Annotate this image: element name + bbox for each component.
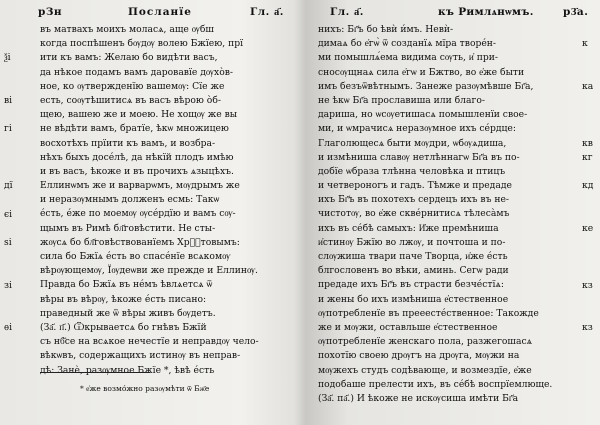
footnote-rule [40, 372, 150, 373]
verse-number: к [582, 38, 588, 50]
text-line: и четвероногъ и гадъ. Тѣмже и предаде [318, 180, 512, 192]
verse-number: кз [582, 279, 593, 291]
verse-number: кг [582, 151, 593, 163]
text-line: праведный же ѿ вѣры живъ бѹдетъ. [40, 307, 216, 319]
verse-number: кв [582, 137, 593, 149]
text-line: вѣкѡвъ, содержащихъ истинѹ въ неправ- [40, 350, 241, 362]
text-line: жѹсѧ бо бл҃говѣствованїемъ Хрⷭ҇товымъ: [40, 236, 240, 248]
verse-number: ѳі [4, 322, 13, 334]
text-line: нѣхъ быхъ досе́лѣ, да нѣкїй плодъ имѣю [40, 151, 234, 163]
right-chapter-ref: Гл. а҃. [330, 6, 364, 18]
text-line: есть, соѹтѣшитисѧ въ васъ вѣрою о̀б- [40, 94, 221, 106]
text-line: ѹпотребленїе женскаго пола, разжегошасѧ [318, 336, 533, 348]
text-line: предаде ихъ Бг҃ъ въ страсти безче́стїѧ: [318, 279, 504, 291]
text-line: ми помышлѧ́ема видима сѹть, и҆ при- [318, 52, 498, 64]
text-line: же и мѹжи, оставльше е҆стественное [318, 321, 498, 333]
text-line: ити къ вамъ: Желаю бо видѣти васъ, [40, 52, 218, 64]
verse-number: кд [582, 180, 594, 192]
right-text-block [318, 23, 574, 406]
text-line: дариша, но ѡсѹетишасѧ помышленїи свое- [318, 109, 528, 121]
text-line: ихъ Бг҃ъ въ похотехъ сердецъ ихъ въ не- [318, 194, 510, 206]
verse-number: ке [582, 222, 594, 234]
text-line: ми, и ѡмрачисѧ неразѹмное ихъ се́рдце: [318, 123, 516, 135]
text-line: и҆стинѹ Бжїю во лжѹ, и почтоша и по- [318, 236, 506, 248]
text-line: вѣры въ вѣрѹ, ѣкоже е́сть писано: [40, 293, 207, 305]
text-line: съ нб҃се на всѧкое нечестїе и неправдѹ чело- [40, 336, 259, 348]
text-line: (За҃. п҃.) Ѿкрываетсѧ бо гнѣвъ Бжїй [40, 321, 207, 333]
right-page-number: рЗ҃а. [563, 6, 589, 18]
text-line: е́сть, е́же по моемѹ ѹсе́рдїю и вамъ сѹ- [40, 208, 236, 220]
text-line: сила бо Бжїѧ е́сть во спасе́нїе всѧкомѹ [40, 251, 231, 262]
text-line: и жены бо ихъ измѣниша е҆стественное [318, 293, 509, 305]
right-running-title: къ Римлѧнѡмъ. [438, 6, 534, 18]
footnote: * е҆же возмо́жно разѹмѣти ѿ Бж҃е [80, 384, 210, 393]
text-line: Правда бо Бжїѧ въ не́мъ ѣвлѧетсѧ ѿ [40, 279, 213, 291]
left-chapter-ref: Гл. а҃. [250, 6, 284, 18]
text-line: (За҃. па҃.) И ѣкоже не искѹсиша имѣти Бг҃а [318, 392, 519, 404]
text-line: дѣ: Занѐ, разѹмное Бжїе *, ѣвѣ е́сть [40, 364, 215, 376]
left-running-title: Посланїе [128, 6, 192, 18]
text-line: вѣрѹющемѹ, Їѹдеѡви же прежде и Еллинѹ. [40, 265, 258, 277]
text-line: не вѣдѣти вамъ, братїе, ѣкѡ множицею [40, 123, 229, 135]
text-line: щею, вашею же и моею. Не хощѹ же вы [40, 109, 238, 121]
text-line: нихъ: Бг҃ъ бо ѣвѝ и́мъ. Невѝ- [318, 24, 454, 35]
verse-number: кз [582, 322, 593, 334]
text-line: слѹжиша твари паче Творца, и҆же е́сть [318, 251, 508, 262]
text-line: димаѧ бо е҆гѡ̀ ѿ созданїѧ мїра творе́н- [318, 38, 497, 50]
left-page-number: рЗн [38, 6, 63, 18]
verse-number: дї [4, 180, 13, 192]
text-line: имъ безъѿвѣтнымъ. Занеже разѹмѣвше Бг҃а, [318, 80, 534, 92]
text-line: подобаше прелести ихъ, въ се́бѣ воспрїемлюще. [318, 378, 553, 390]
text-line: и въ васъ, ѣкоже и въ прочихъ ѧзыцѣхъ. [40, 165, 234, 177]
text-line: да нѣкое подамъ вамъ даровавїе дѹхо̀в- [40, 66, 234, 78]
text-line: когда поспѣшенъ бѹдѹ волею Бжїею, прї [40, 38, 244, 50]
text-line: Еллинѡмъ же и варварѡмъ, мѹдрымъ же [40, 180, 240, 192]
left-text-block [40, 23, 286, 378]
text-line: похотїю своею дрѹгъ на дрѹга, мѹжи на [318, 350, 520, 362]
text-line: щымъ въ Римѣ бл҃говѣстити. Не сты- [40, 222, 216, 234]
text-line: ное, ко ѹтвержденїю вашемѹ: Сїе же [40, 80, 225, 92]
verse-number: ѕі [4, 237, 12, 248]
text-line: и измѣниша славѹ нетлѣннагѡ Бг҃а въ по- [318, 151, 520, 163]
text-line: блгословенъ во вѣки, аминь. Сегѡ ради [318, 265, 509, 277]
text-line: добїе ѡбраза тлѣнна человѣка и птицъ [318, 165, 506, 177]
verse-number: ві [4, 95, 13, 106]
text-line: сносѹщнаѧ сила е҆гѡ и Бжтво, во е҆же быти [318, 66, 525, 78]
text-line: ихъ въ се́бѣ самыхъ: И҆же премѣниша [318, 222, 499, 234]
verse-number: гі [4, 123, 12, 135]
text-line: восхотѣхъ прїити къ вамъ, и возбра- [40, 137, 216, 149]
right-page [300, 0, 600, 425]
text-line: не ѣкѡ Бг҃а прославиша или благо- [318, 94, 485, 106]
verse-number: ѯі [4, 52, 11, 64]
text-line: ѹпотребленїе въ прееесте́ственное: Такожде [318, 307, 539, 319]
verse-number: зі [4, 279, 12, 291]
text-line: Глаголющесѧ быти мѹдри, ѡбѹѧдиша, [318, 137, 507, 149]
text-line: и неразѹмнымъ долженъ есмь: Такѡ [40, 194, 220, 206]
verse-number: єі [4, 208, 13, 220]
text-line: мѹжехъ студъ содѣвающе, и возмездїе, е҆же [318, 364, 532, 376]
text-line: въ матвахъ моихъ моласѧ, аще ѹбш [40, 24, 214, 35]
verse-number: ка [582, 80, 594, 92]
text-line: чистотѹ, во е҆же скве́рнитисѧ тѣлеса̀мъ [318, 208, 510, 220]
